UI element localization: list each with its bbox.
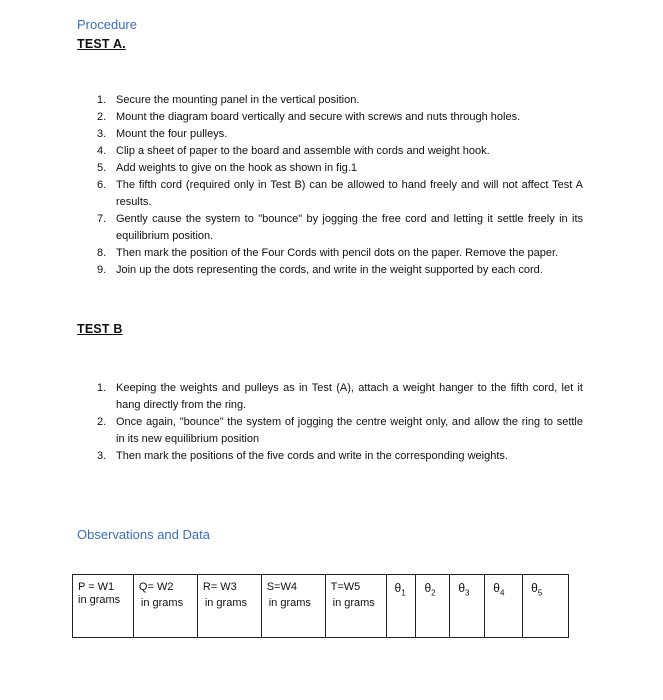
list-item: 7. Gently cause the system to "bounce" by jogging the free cord and letting it settle freely in its equilibrium position.	[97, 213, 583, 242]
test-a-steps	[97, 92, 583, 279]
p-label: P = W1	[78, 581, 115, 593]
table-cell-p	[73, 575, 134, 638]
table-cell-s	[261, 575, 325, 638]
list-item: 1. Secure the mounting panel in the vertical position.	[97, 94, 360, 106]
list-item: 3. Mount the four pulleys.	[97, 128, 228, 140]
theta-1-label: $\theta_1$	[394, 581, 406, 598]
table-cell-r	[197, 575, 261, 638]
q-unit: in grams	[140, 597, 184, 609]
r-label: R= W3	[202, 581, 237, 593]
table-row	[73, 575, 569, 638]
r-unit: in grams	[204, 597, 247, 609]
list-item: 2. Mount the diagram board vertically and secure with screws and nuts through holes.	[97, 111, 521, 123]
table-cell-theta-5	[523, 575, 569, 638]
list-item: 4. Clip a sheet of paper to the board and assemble with cords and weight hook.	[97, 145, 490, 157]
p-unit: in grams	[78, 594, 121, 606]
list-item: 6. The fifth cord (required only in Test B) can be allowed to hand freely and will not affect Test A results.	[97, 179, 583, 208]
table-cell-q	[133, 575, 197, 638]
list-item: 9. Join up the dots representing the cords, and write in the weight supported by each cord.	[97, 264, 543, 276]
list-item: 8. Then mark the position of the Four Cords with pencil dots on the paper. Remove the paper.	[97, 247, 559, 259]
observations-table	[72, 574, 569, 638]
t-label: T=W5	[330, 581, 361, 593]
t-unit: in grams	[332, 597, 375, 609]
test-b-heading: TEST B	[77, 322, 123, 336]
theta-5-label: $\theta_5$	[531, 581, 543, 598]
s-label: S=W4	[266, 581, 297, 593]
q-label: Q= W2	[138, 581, 174, 593]
table-cell-theta-2	[416, 575, 450, 638]
test-a-heading: TEST A.	[77, 37, 126, 51]
observations-heading: Observations and Data	[77, 527, 210, 542]
table-cell-t	[325, 575, 386, 638]
table-cell-theta-4	[485, 575, 523, 638]
theta-2-label: $\theta_2$	[424, 581, 436, 598]
table-cell-theta-3	[450, 575, 485, 638]
list-item: 2. Once again, "bounce" the system of jogging the centre weight only, and allow the ring to settle in its new equilibrium position	[97, 416, 583, 445]
theta-3-label: $\theta_3$	[458, 581, 470, 598]
test-b-steps	[97, 380, 583, 465]
table-cell-theta-1	[386, 575, 416, 638]
theta-4-label: $\theta_4$	[493, 581, 505, 598]
list-item: 1. Keeping the weights and pulleys as in Test (A), attach a weight hanger to the fifth cord, let it hang directly from the ring.	[97, 382, 583, 411]
procedure-heading: Procedure	[77, 17, 137, 32]
list-item: 3. Then mark the positions of the five cords and write in the corresponding weights.	[97, 450, 508, 462]
list-item: 5. Add weights to give on the hook as shown in fig.1	[97, 162, 357, 174]
s-unit: in grams	[268, 597, 311, 609]
